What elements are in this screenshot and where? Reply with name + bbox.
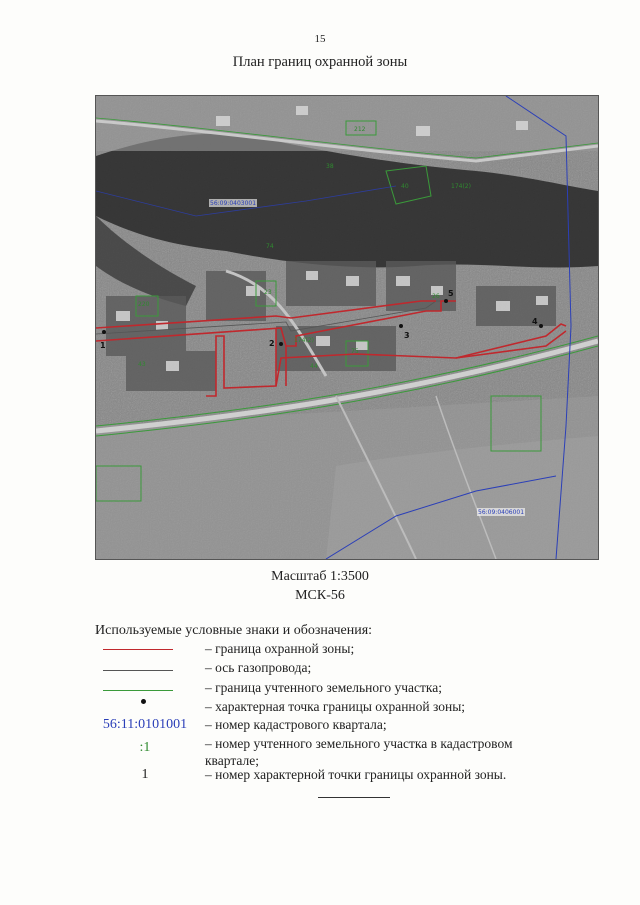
parcel-label: 23 (264, 289, 272, 296)
page-title: План границ охранной зоны (232, 54, 408, 70)
parcel-label: 75 (351, 348, 359, 355)
point-number: 4 (532, 317, 538, 326)
map-scale: Масштаб 1:3500 (271, 569, 369, 584)
quarter-label: 56:09:0403001 (210, 200, 257, 207)
parcel-label: 40 (401, 183, 409, 190)
legend-heading: Используемые условные знаки и обозначения: (95, 623, 373, 638)
end-rule (318, 797, 390, 798)
parcel-sample: :1 (139, 740, 151, 755)
parcel-label: 212 (354, 126, 366, 133)
point-number: 5 (448, 289, 454, 298)
parcel-label: 26 (432, 293, 440, 300)
satellite-map (95, 95, 599, 560)
point-sample: 1 (141, 767, 149, 782)
parcel-label: 44 (310, 363, 318, 370)
red-line-symbol (103, 649, 173, 650)
parcel-label: 38 (326, 163, 334, 170)
parcel-label: 174(2) (294, 337, 314, 344)
green-line-symbol (103, 690, 173, 691)
quarter-label: 56:09:0406001 (478, 509, 525, 516)
page-number: 15 (314, 33, 326, 45)
parcel-label: 43 (138, 361, 146, 368)
dot-symbol (141, 699, 146, 704)
dark-line-symbol (103, 670, 173, 671)
parcel-label: 174(2) (451, 183, 471, 190)
point-number: 2 (269, 339, 275, 348)
point-number: 1 (100, 341, 106, 350)
point-number: 3 (404, 331, 410, 340)
quarter-sample: 56:11:0101001 (102, 717, 188, 732)
coordinate-system: МСК-56 (295, 588, 345, 603)
parcel-label: 220 (138, 301, 150, 308)
parcel-label: 74 (266, 243, 274, 250)
